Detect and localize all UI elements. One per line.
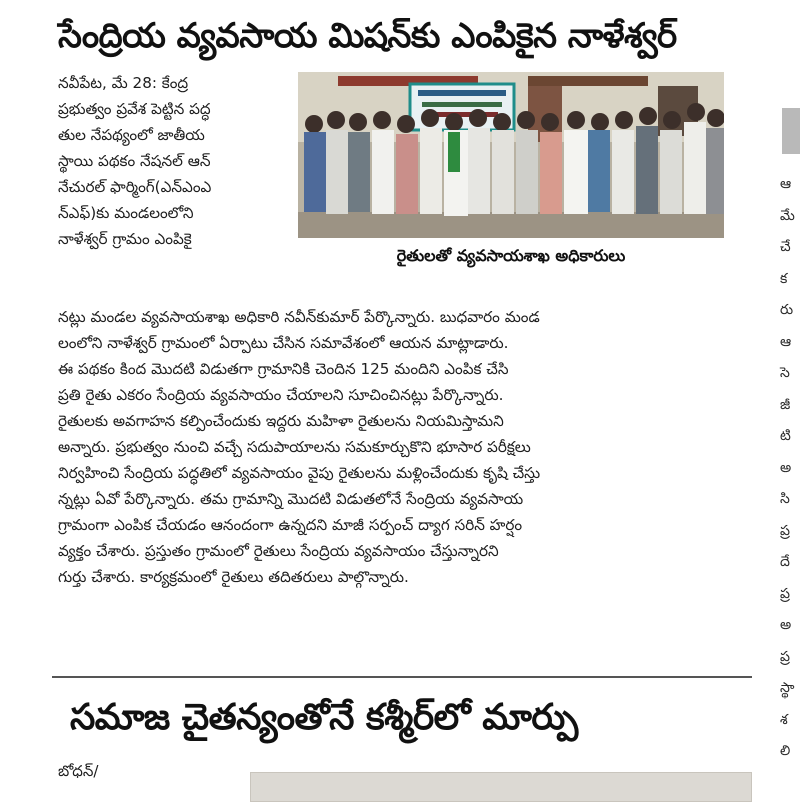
body-line: నిర్వహించి సేంద్రియ పద్ధతిలో వ్యవసాయం వైపు రైతులను మళ్లించేందుకు కృషి చేస్తు	[58, 464, 541, 482]
adjacent-column-fragment: ఆ	[780, 176, 792, 192]
adjacent-column-fragment: మే	[780, 207, 795, 224]
photo-caption: రైతులతో వ్యవసాయశాఖ అధికారులు	[396, 246, 626, 265]
adjacent-column-fragment: సె	[780, 365, 790, 381]
body-line: న్ఎఫ్)కు మండలంలోని	[58, 204, 194, 222]
adjacent-column-label-box	[782, 108, 800, 154]
article-intro-column	[58, 70, 290, 252]
adjacent-column-fragment: దే	[780, 554, 790, 570]
adjacent-column-fragment: సి	[780, 491, 790, 507]
adjacent-column-fragment: ప్ర	[780, 585, 790, 602]
adjacent-column	[750, 0, 800, 800]
article-organic-farming	[40, 0, 752, 800]
body-line: న్నట్లు ఏవో పేర్కొన్నారు. తమ గ్రామాన్ని మొదటి విడుతలోనే సేంద్రియ వ్యవసాయ	[58, 490, 524, 508]
body-line: గ్రామంగా ఎంపిక చేయడం ఆనందంగా ఉన్నదని మాజీ సర్పంచ్ ద్యాగ సరిన్ హర్షం	[58, 516, 523, 534]
adjacent-column-fragment: లి	[780, 743, 791, 759]
adjacent-column-fragment: టి	[780, 428, 791, 444]
adjacent-column-fragment: ప్ర	[780, 522, 790, 539]
second-article-headline: సమాజ చైతన్యంతోనే కశ్మీర్‌లో మార్పు	[70, 697, 578, 738]
group-photo-illustration	[298, 72, 724, 238]
adjacent-column-fragment: రు	[780, 302, 794, 318]
article-divider	[52, 676, 752, 678]
body-line: గుర్తు చేశారు. కార్యక్రమంలో రైతులు తదితరులు పాల్గొన్నారు.	[58, 568, 409, 586]
body-line: ప్రతి రైతు ఎకరం సేంద్రియ వ్యవసాయం చేయాలని సూచించినట్లు పేర్కొన్నారు.	[58, 386, 504, 404]
body-line: నేచురల్ ఫార్మింగ్(ఎన్ఎంఎ	[58, 178, 212, 196]
body-line: నట్లు మండల వ్యవసాయశాఖ అధికారి నవీన్‌కుమార్ పేర్కొన్నారు. బుధవారం మండ	[58, 308, 540, 326]
body-line: వ్యక్తం చేశారు. ప్రస్తుతం గ్రామంలో రైతులు సేంద్రియ వ్యవసాయం చేస్తున్నారని	[58, 542, 499, 560]
adjacent-column-fragment: క	[780, 270, 788, 287]
second-article-photo	[250, 772, 752, 802]
body-line: స్థాయి పథకం నేషనల్ ఆన్	[58, 152, 211, 170]
adjacent-column-fragment: అ	[780, 459, 792, 476]
adjacent-column-fragment: జీ	[780, 396, 791, 413]
body-line: రైతులకు అవగాహన కల్పించేందుకు ఇద్దరు మహిళా రైతులను నియమిస్తామని	[58, 412, 504, 430]
body-line: నవీపేట, మే 28: కేంద్ర	[58, 74, 189, 92]
article-headline: సేంద్రియ వ్యవసాయ మిషన్‌కు ఎంపికైన నాళేశ్వర్	[58, 16, 677, 56]
body-line: నాళేశ్వర్ గ్రామం ఎంపికై	[58, 230, 192, 248]
body-line: తుల నేపథ్యంలో జాతీయ	[58, 126, 205, 144]
adjacent-column-fragment: ప్ర	[780, 648, 790, 665]
adjacent-column-fragment: చే	[780, 239, 791, 255]
body-line: అన్నారు. ప్రభుత్వం నుంచి వచ్చే సదుపాయాలను సమకూర్చుకొని భూసార పరీక్షలు	[58, 438, 531, 456]
adjacent-column-fragment: స్థా	[780, 680, 795, 696]
body-line: ఈ పథకం కింద మొదటి విడుతగా గ్రామానికి చెందిన 125 మందిని ఎంపిక చేసి	[58, 360, 509, 378]
body-line: ప్రభుత్వం ప్రవేశ పెట్టిన పద్ధ	[58, 100, 211, 118]
article-body	[58, 304, 746, 590]
article-photo	[298, 72, 724, 238]
second-article-dateline: బోధన్/	[58, 762, 99, 780]
adjacent-column-fragment: శ	[780, 711, 788, 728]
adjacent-column-fragment: అ	[780, 617, 792, 633]
body-line: లంలోని నాళేశ్వర్ గ్రామంలో ఏర్పాటు చేసిన సమావేశంలో ఆయన మాట్లాడారు.	[58, 334, 509, 352]
adjacent-column-fragment: ఆ	[780, 333, 792, 350]
